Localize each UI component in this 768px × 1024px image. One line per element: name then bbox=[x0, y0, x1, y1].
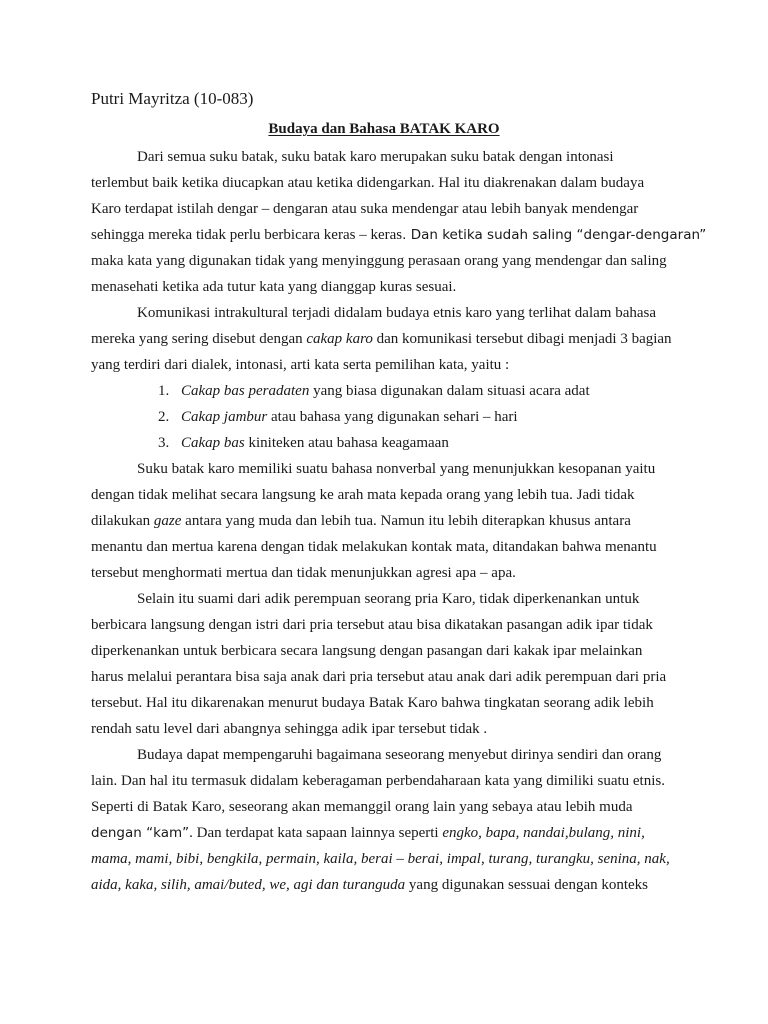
text-line bbox=[91, 638, 691, 664]
document-body bbox=[91, 144, 707, 898]
text-line bbox=[91, 716, 691, 742]
text-segment: diperkenankan untuk berbicara secara langsung dengan pasangan dari kakak ipar melainkan bbox=[91, 643, 643, 659]
italic-term: Cakap bas peradaten bbox=[181, 383, 310, 399]
list-item bbox=[91, 378, 691, 404]
text-segment: berbicara langsung dengan istri dari pria tersebut atau bisa dikatakan pasangan adik ipar tidak bbox=[91, 617, 653, 633]
italic-term: mama, mami, bibi, bengkila, permain, kaila, berai – berai, impal, turang, turangku, senina, nak, bbox=[91, 851, 670, 867]
text-line bbox=[91, 326, 691, 352]
text-line bbox=[91, 508, 691, 534]
text-segment: . Dan ketika sudah saling “dengar-dengaran” bbox=[402, 227, 707, 243]
text-line bbox=[91, 872, 691, 898]
text-segment: yang biasa digunakan dalam situasi acara adat bbox=[309, 383, 590, 399]
text-line bbox=[91, 690, 691, 716]
list-item bbox=[91, 404, 691, 430]
text-line bbox=[91, 248, 691, 274]
list-number: 1. bbox=[158, 383, 170, 399]
text-segment: dan komunikasi tersebut dibagi menjadi 3 bagian bbox=[372, 331, 672, 347]
list-number: 2. bbox=[158, 409, 170, 425]
text-line bbox=[91, 482, 691, 508]
text-segment: rendah satu level dari abangnya sehingga adik ipar tersebut tidak . bbox=[91, 721, 488, 737]
italic-term: gaze bbox=[153, 513, 182, 529]
text-line bbox=[91, 742, 691, 768]
text-segment: harus melalui perantara bisa saja anak dari pria tersebut atau anak dari adik perempuan dari pria bbox=[91, 669, 667, 685]
text-segment: antara yang muda dan lebih tua. Namun itu lebih diterapkan khusus antara bbox=[181, 513, 631, 529]
text-line bbox=[91, 144, 691, 170]
document-title-text: Budaya dan Bahasa BATAK KARO bbox=[268, 121, 500, 137]
text-segment: lain. Dan hal itu termasuk didalam keberagaman perbendaharaan kata yang dimiliki suatu etnis. bbox=[91, 773, 665, 789]
text-line bbox=[91, 274, 691, 300]
text-segment: Budaya dapat mempengaruhi bagaimana seseorang menyebut dirinya sendiri dan orang bbox=[137, 747, 662, 763]
text-segment: maka kata yang digunakan tidak yang menyinggung perasaan orang yang mendengar dan saling bbox=[91, 253, 667, 269]
text-line bbox=[91, 222, 707, 248]
text-line bbox=[91, 456, 691, 482]
text-segment: Selain itu suami dari adik perempuan seorang pria Karo, tidak diperkenankan untuk bbox=[137, 591, 640, 607]
italic-term: cakap karo bbox=[306, 331, 373, 347]
italic-term: engko, bapa, nandai,bulang, nini, bbox=[442, 825, 645, 841]
text-line bbox=[91, 196, 691, 222]
text-segment: Karo terdapat istilah dengar – dengaran atau suka mendengar atau lebih banyak mendengar bbox=[91, 201, 639, 217]
text-segment: kiniteken atau bahasa keagamaan bbox=[244, 435, 449, 451]
text-line bbox=[91, 664, 691, 690]
text-line bbox=[91, 560, 691, 586]
text-line bbox=[91, 300, 691, 326]
list-number: 3. bbox=[158, 435, 170, 451]
text-segment: dengan “kam” bbox=[91, 825, 190, 841]
italic-term: Cakap jambur bbox=[181, 409, 268, 425]
text-line bbox=[91, 612, 691, 638]
italic-term: aida, kaka, silih, amai/buted, we, agi dan turanguda bbox=[91, 877, 406, 893]
text-line bbox=[91, 794, 691, 820]
text-segment: menasehati ketika ada tutur kata yang dianggap kuras sesuai. bbox=[91, 279, 457, 295]
text-segment: yang digunakan sessuai dengan konteks bbox=[405, 877, 649, 893]
text-segment: sehingga mereka tidak perlu berbicara keras – keras bbox=[91, 227, 403, 243]
list-item bbox=[91, 430, 691, 456]
text-line bbox=[91, 534, 691, 560]
document-title bbox=[0, 116, 768, 142]
text-segment: Komunikasi intrakultural terjadi didalam budaya etnis karo yang terlihat dalam bahasa bbox=[137, 305, 657, 321]
text-segment: mereka yang sering disebut dengan bbox=[91, 331, 307, 347]
text-segment: . Dan terdapat kata sapaan lainnya seperti bbox=[189, 825, 443, 841]
text-segment: dengan tidak melihat secara langsung ke arah mata kepada orang yang lebih tua. Jadi tidak bbox=[91, 487, 635, 503]
author-line: Putri Mayritza (10-083) bbox=[91, 89, 254, 108]
text-segment: yang terdiri dari dialek, intonasi, arti kata serta pemilihan kata, yaitu : bbox=[91, 357, 510, 373]
text-segment: menantu dan mertua karena dengan tidak melakukan kontak mata, ditandakan bahwa menantu bbox=[91, 539, 657, 555]
text-segment: terlembut baik ketika diucapkan atau ketika didengarkan. Hal itu diakrenakan dalam budaya bbox=[91, 175, 645, 191]
text-segment: tersebut menghormati mertua dan tidak menunjukkan agresi apa – apa. bbox=[91, 565, 516, 581]
italic-term: Cakap bas bbox=[181, 435, 245, 451]
text-segment: atau bahasa yang digunakan sehari – hari bbox=[267, 409, 518, 425]
text-segment: Suku batak karo memiliki suatu bahasa nonverbal yang menunjukkan kesopanan yaitu bbox=[137, 461, 656, 477]
text-line bbox=[91, 820, 691, 846]
text-line bbox=[91, 768, 691, 794]
text-segment: tersebut. Hal itu dikarenakan menurut budaya Batak Karo bahwa tingkatan seorang adik lebih bbox=[91, 695, 654, 711]
text-line bbox=[91, 846, 691, 872]
text-segment: Dari semua suku batak, suku batak karo merupakan suku batak dengan intonasi bbox=[137, 149, 614, 165]
text-segment: Seperti di Batak Karo, seseorang akan memanggil orang lain yang sebaya atau lebih muda bbox=[91, 799, 633, 815]
text-line bbox=[91, 170, 691, 196]
text-line bbox=[91, 586, 691, 612]
text-segment: dilakukan bbox=[91, 513, 154, 529]
text-line bbox=[91, 352, 691, 378]
